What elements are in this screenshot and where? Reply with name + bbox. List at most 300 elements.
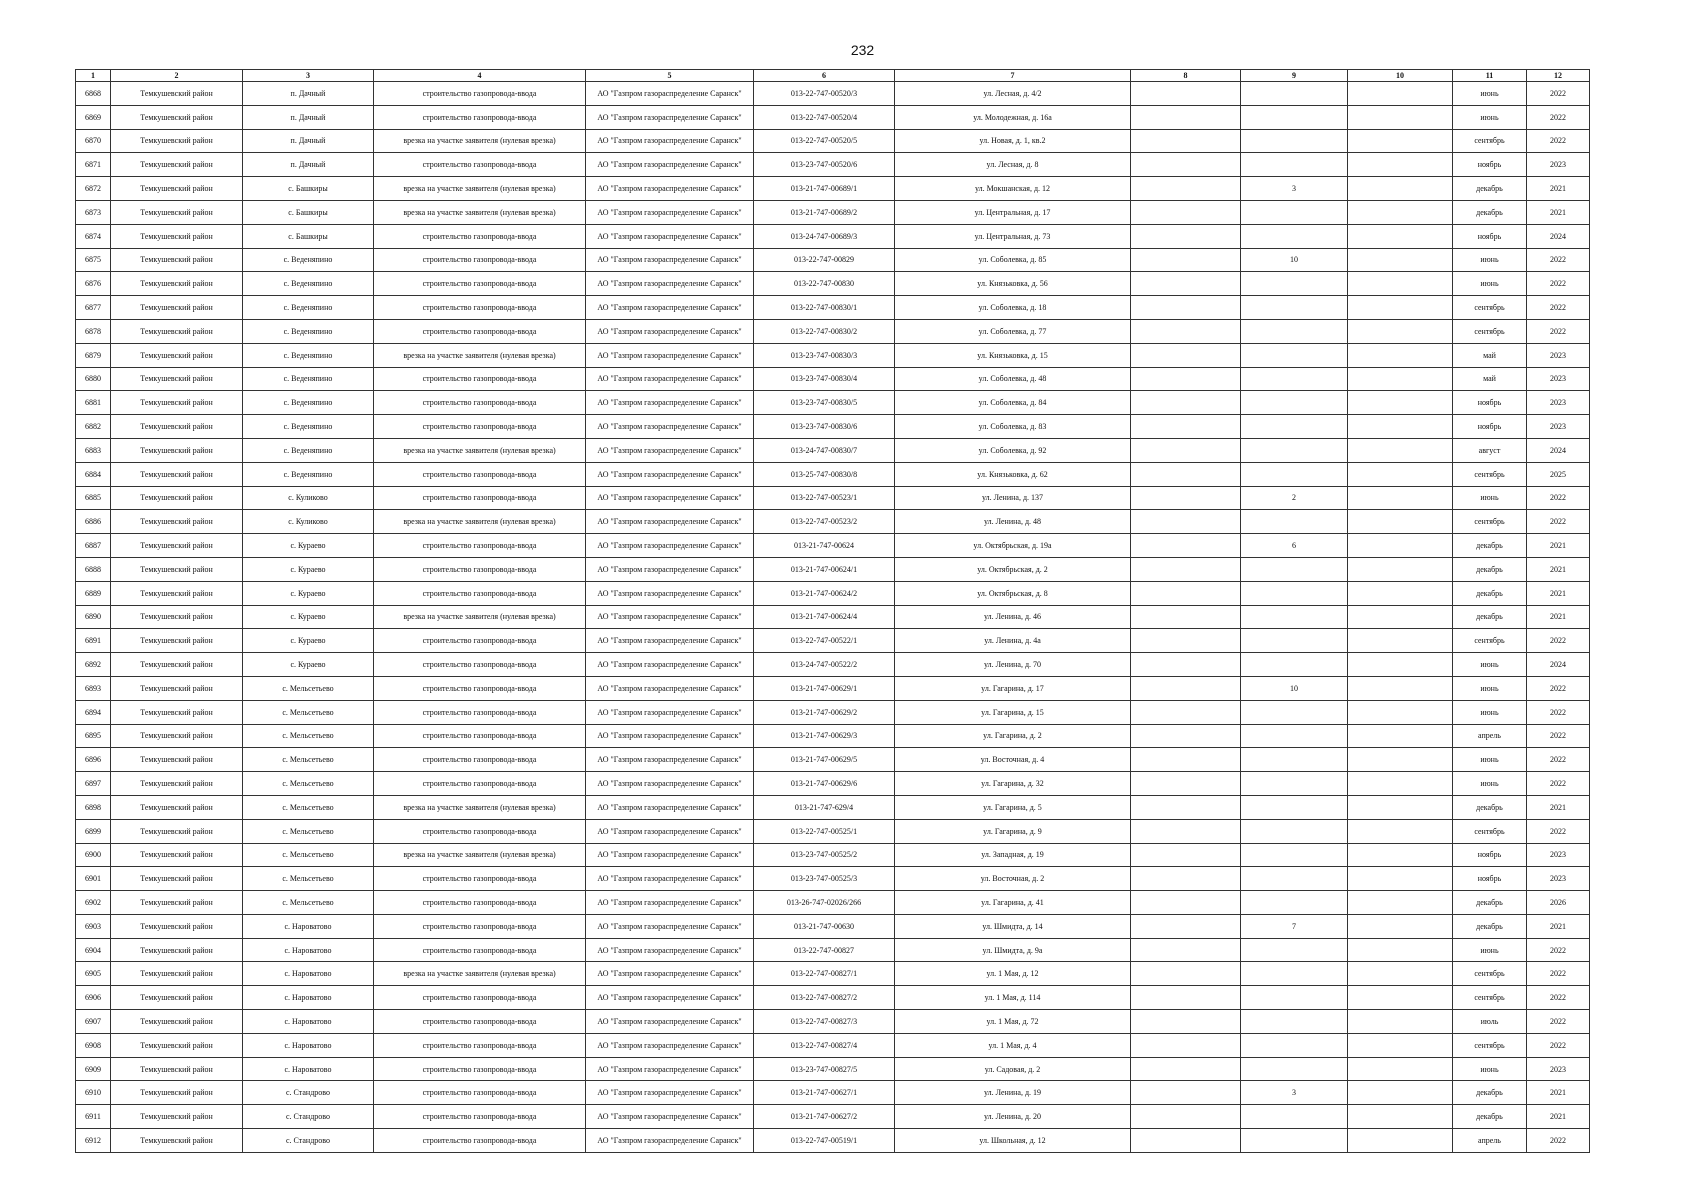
table-cell-col-5: АО "Газпром газораспределение Саранск" <box>586 248 754 272</box>
table-cell-col-10 <box>1348 319 1453 343</box>
table-cell-col-10 <box>1348 843 1453 867</box>
table-cell-col-11: сентябрь <box>1453 962 1527 986</box>
table-cell-col-3: с. Веденяпино <box>243 415 374 439</box>
table-cell-col-8 <box>1131 891 1241 915</box>
table-row <box>76 391 1590 415</box>
table-cell-col-7: ул. Князьковка, д. 56 <box>895 272 1131 296</box>
table-cell-col-9 <box>1241 843 1348 867</box>
table-cell-col-5: АО "Газпром газораспределение Саранск" <box>586 891 754 915</box>
table-cell-col-2: Темкушевский район <box>111 534 243 558</box>
table-cell-col-9 <box>1241 962 1348 986</box>
table-cell-col-10 <box>1348 1129 1453 1153</box>
table-cell-col-8 <box>1131 914 1241 938</box>
table-cell-col-12: 2023 <box>1527 343 1590 367</box>
table-cell-col-10 <box>1348 1105 1453 1129</box>
table-row <box>76 891 1590 915</box>
table-cell-col-10 <box>1348 605 1453 629</box>
table-cell-col-10 <box>1348 534 1453 558</box>
table-row <box>76 1105 1590 1129</box>
table-cell-col-9 <box>1241 224 1348 248</box>
table-cell-col-8 <box>1131 248 1241 272</box>
table-cell-col-9 <box>1241 272 1348 296</box>
table-cell-col-4: строительство газопровода-ввода <box>374 272 586 296</box>
table-cell-col-2: Темкушевский район <box>111 653 243 677</box>
table-row <box>76 867 1590 891</box>
table-cell-col-9 <box>1241 391 1348 415</box>
table-cell-col-9: 3 <box>1241 177 1348 201</box>
table-cell-col-7: ул. Мокшанская, д. 12 <box>895 177 1131 201</box>
table-cell-col-8 <box>1131 581 1241 605</box>
table-cell-col-5: АО "Газпром газораспределение Саранск" <box>586 676 754 700</box>
table-cell-col-7: ул. Новая, д. 1, кв.2 <box>895 129 1131 153</box>
table-cell-col-9 <box>1241 605 1348 629</box>
table-cell-col-1: 6894 <box>76 700 111 724</box>
table-cell-col-3: с. Мельсетьево <box>243 819 374 843</box>
table-cell-col-6: 013-22-747-00827/4 <box>754 1033 895 1057</box>
table-cell-col-9: 6 <box>1241 534 1348 558</box>
table-cell-col-7: ул. Соболевка, д. 77 <box>895 319 1131 343</box>
table-cell-col-7: ул. Соболевка, д. 18 <box>895 296 1131 320</box>
table-cell-col-7: ул. Ленина, д. 48 <box>895 510 1131 534</box>
table-cell-col-7: ул. Садовая, д. 2 <box>895 1057 1131 1081</box>
table-cell-col-3: с. Веденяпино <box>243 319 374 343</box>
table-cell-col-10 <box>1348 748 1453 772</box>
table-row <box>76 200 1590 224</box>
table-cell-col-8 <box>1131 129 1241 153</box>
table-cell-col-10 <box>1348 724 1453 748</box>
table-cell-col-5: АО "Газпром газораспределение Саранск" <box>586 605 754 629</box>
table-cell-col-11: июнь <box>1453 938 1527 962</box>
table-cell-col-9 <box>1241 724 1348 748</box>
table-cell-col-3: с. Башкиры <box>243 177 374 201</box>
table-cell-col-1: 6900 <box>76 843 111 867</box>
table-cell-col-10 <box>1348 248 1453 272</box>
table-cell-col-8 <box>1131 557 1241 581</box>
table-cell-col-3: с. Кураево <box>243 605 374 629</box>
table-cell-col-10 <box>1348 153 1453 177</box>
table-cell-col-3: с. Кураево <box>243 629 374 653</box>
table-cell-col-2: Темкушевский район <box>111 510 243 534</box>
table-cell-col-6: 013-24-747-00830/7 <box>754 438 895 462</box>
table-cell-col-6: 013-23-747-00830/6 <box>754 415 895 439</box>
table-cell-col-6: 013-22-747-00522/1 <box>754 629 895 653</box>
table-cell-col-9 <box>1241 629 1348 653</box>
table-cell-col-1: 6892 <box>76 653 111 677</box>
table-cell-col-3: с. Мельсетьево <box>243 748 374 772</box>
table-cell-col-4: строительство газопровода-ввода <box>374 1010 586 1034</box>
table-cell-col-1: 6871 <box>76 153 111 177</box>
table-cell-col-3: с. Веденяпино <box>243 391 374 415</box>
table-cell-col-9 <box>1241 438 1348 462</box>
table-cell-col-1: 6870 <box>76 129 111 153</box>
table-cell-col-10 <box>1348 700 1453 724</box>
table-row <box>76 938 1590 962</box>
table-cell-col-4: врезка на участке заявителя (нулевая врезка) <box>374 510 586 534</box>
table-cell-col-5: АО "Газпром газораспределение Саранск" <box>586 177 754 201</box>
table-cell-col-4: строительство газопровода-ввода <box>374 914 586 938</box>
table-cell-col-8 <box>1131 676 1241 700</box>
table-cell-col-2: Темкушевский район <box>111 772 243 796</box>
table-cell-col-12: 2024 <box>1527 653 1590 677</box>
table-cell-col-3: с. Кураево <box>243 581 374 605</box>
table-cell-col-4: врезка на участке заявителя (нулевая врезка) <box>374 200 586 224</box>
table-cell-col-9 <box>1241 653 1348 677</box>
table-cell-col-9 <box>1241 82 1348 106</box>
table-cell-col-10 <box>1348 296 1453 320</box>
table-cell-col-7: ул. Гагарина, д. 9 <box>895 819 1131 843</box>
table-cell-col-8 <box>1131 1081 1241 1105</box>
table-cell-col-11: июль <box>1453 1010 1527 1034</box>
table-cell-col-12: 2021 <box>1527 200 1590 224</box>
table-cell-col-10 <box>1348 1081 1453 1105</box>
table-cell-col-4: строительство газопровода-ввода <box>374 105 586 129</box>
table-cell-col-7: ул. Гагарина, д. 32 <box>895 772 1131 796</box>
table-cell-col-9 <box>1241 153 1348 177</box>
table-cell-col-3: с. Стандрово <box>243 1105 374 1129</box>
table-row <box>76 629 1590 653</box>
table-cell-col-1: 6909 <box>76 1057 111 1081</box>
table-cell-col-7: ул. Князьковка, д. 15 <box>895 343 1131 367</box>
table-cell-col-1: 6869 <box>76 105 111 129</box>
table-cell-col-11: декабрь <box>1453 891 1527 915</box>
table-cell-col-4: строительство газопровода-ввода <box>374 629 586 653</box>
table-cell-col-8 <box>1131 1105 1241 1129</box>
table-cell-col-6: 013-21-747-00629/5 <box>754 748 895 772</box>
table-cell-col-3: п. Дачный <box>243 105 374 129</box>
table-cell-col-12: 2021 <box>1527 534 1590 558</box>
table-cell-col-7: ул. Гагарина, д. 15 <box>895 700 1131 724</box>
table-cell-col-5: АО "Газпром газораспределение Саранск" <box>586 200 754 224</box>
table-cell-col-2: Темкушевский район <box>111 700 243 724</box>
table-cell-col-12: 2022 <box>1527 676 1590 700</box>
table-cell-col-4: врезка на участке заявителя (нулевая врезка) <box>374 605 586 629</box>
table-cell-col-10 <box>1348 867 1453 891</box>
table-cell-col-8 <box>1131 153 1241 177</box>
table-cell-col-11: сентябрь <box>1453 1033 1527 1057</box>
table-cell-col-1: 6903 <box>76 914 111 938</box>
table-cell-col-2: Темкушевский район <box>111 296 243 320</box>
table-cell-col-6: 013-21-747-00689/1 <box>754 177 895 201</box>
table-cell-col-1: 6895 <box>76 724 111 748</box>
table-cell-col-1: 6906 <box>76 986 111 1010</box>
table-cell-col-9 <box>1241 200 1348 224</box>
table-cell-col-3: п. Дачный <box>243 129 374 153</box>
table-cell-col-12: 2022 <box>1527 1129 1590 1153</box>
table-cell-col-1: 6902 <box>76 891 111 915</box>
table-cell-col-5: АО "Газпром газораспределение Саранск" <box>586 1129 754 1153</box>
table-cell-col-12: 2022 <box>1527 700 1590 724</box>
table-cell-col-12: 2022 <box>1527 772 1590 796</box>
table-cell-col-4: строительство газопровода-ввода <box>374 82 586 106</box>
table-cell-col-7: ул. Гагарина, д. 5 <box>895 795 1131 819</box>
table-cell-col-8 <box>1131 415 1241 439</box>
table-cell-col-8 <box>1131 772 1241 796</box>
table-cell-col-12: 2022 <box>1527 986 1590 1010</box>
table-cell-col-6: 013-23-747-00827/5 <box>754 1057 895 1081</box>
table-cell-col-3: с. Стандрово <box>243 1081 374 1105</box>
table-cell-col-11: июнь <box>1453 105 1527 129</box>
table-cell-col-6: 013-21-747-00630 <box>754 914 895 938</box>
table-cell-col-2: Темкушевский район <box>111 1010 243 1034</box>
table-cell-col-5: АО "Газпром газораспределение Саранск" <box>586 296 754 320</box>
table-cell-col-8 <box>1131 510 1241 534</box>
table-cell-col-5: АО "Газпром газораспределение Саранск" <box>586 748 754 772</box>
table-cell-col-3: п. Дачный <box>243 82 374 106</box>
table-cell-col-5: АО "Газпром газораспределение Саранск" <box>586 82 754 106</box>
table-cell-col-12: 2022 <box>1527 938 1590 962</box>
table-cell-col-12: 2024 <box>1527 438 1590 462</box>
table-cell-col-6: 013-22-747-00520/4 <box>754 105 895 129</box>
table-cell-col-9 <box>1241 1057 1348 1081</box>
table-cell-col-7: ул. Западная, д. 19 <box>895 843 1131 867</box>
table-cell-col-2: Темкушевский район <box>111 1105 243 1129</box>
table-cell-col-5: АО "Газпром газораспределение Саранск" <box>586 415 754 439</box>
table-cell-col-7: ул. Гагарина, д. 41 <box>895 891 1131 915</box>
table-cell-col-9: 7 <box>1241 914 1348 938</box>
column-header-1: 1 <box>76 70 111 82</box>
table-cell-col-5: АО "Газпром газораспределение Саранск" <box>586 391 754 415</box>
table-cell-col-1: 6878 <box>76 319 111 343</box>
table-cell-col-4: строительство газопровода-ввода <box>374 1081 586 1105</box>
table-cell-col-7: ул. Ленина, д. 4а <box>895 629 1131 653</box>
table-cell-col-3: с. Куликово <box>243 486 374 510</box>
table-cell-col-2: Темкушевский район <box>111 1129 243 1153</box>
table-cell-col-2: Темкушевский район <box>111 1057 243 1081</box>
table-cell-col-7: ул. Соболевка, д. 92 <box>895 438 1131 462</box>
table-cell-col-10 <box>1348 914 1453 938</box>
table-cell-col-12: 2023 <box>1527 843 1590 867</box>
table-cell-col-12: 2022 <box>1527 105 1590 129</box>
table-cell-col-9 <box>1241 700 1348 724</box>
table-cell-col-12: 2022 <box>1527 319 1590 343</box>
table-cell-col-10 <box>1348 772 1453 796</box>
table-cell-col-8 <box>1131 653 1241 677</box>
table-cell-col-2: Темкушевский район <box>111 105 243 129</box>
table-cell-col-4: строительство газопровода-ввода <box>374 224 586 248</box>
table-cell-col-7: ул. Соболевка, д. 85 <box>895 248 1131 272</box>
table-cell-col-4: строительство газопровода-ввода <box>374 391 586 415</box>
table-cell-col-8 <box>1131 795 1241 819</box>
table-cell-col-3: с. Веденяпино <box>243 343 374 367</box>
table-cell-col-9: 10 <box>1241 676 1348 700</box>
table-cell-col-4: строительство газопровода-ввода <box>374 153 586 177</box>
table-cell-col-12: 2022 <box>1527 1010 1590 1034</box>
table-cell-col-1: 6872 <box>76 177 111 201</box>
table-cell-col-7: ул. Ленина, д. 20 <box>895 1105 1131 1129</box>
table-cell-col-2: Темкушевский район <box>111 795 243 819</box>
table-cell-col-2: Темкушевский район <box>111 177 243 201</box>
table-row <box>76 319 1590 343</box>
table-cell-col-5: АО "Газпром газораспределение Саранск" <box>586 153 754 177</box>
table-cell-col-8 <box>1131 867 1241 891</box>
table-cell-col-3: с. Мельсетьево <box>243 867 374 891</box>
table-cell-col-4: строительство газопровода-ввода <box>374 248 586 272</box>
table-cell-col-1: 6868 <box>76 82 111 106</box>
table-cell-col-9 <box>1241 462 1348 486</box>
table-cell-col-12: 2025 <box>1527 462 1590 486</box>
table-cell-col-5: АО "Газпром газораспределение Саранск" <box>586 1081 754 1105</box>
table-cell-col-4: врезка на участке заявителя (нулевая врезка) <box>374 177 586 201</box>
table-cell-col-7: ул. Октябрьская, д. 19а <box>895 534 1131 558</box>
table-cell-col-1: 6887 <box>76 534 111 558</box>
table-cell-col-8 <box>1131 938 1241 962</box>
table-cell-col-7: ул. Ленина, д. 19 <box>895 1081 1131 1105</box>
table-cell-col-3: с. Нароватово <box>243 986 374 1010</box>
table-cell-col-1: 6883 <box>76 438 111 462</box>
table-cell-col-3: с. Веденяпино <box>243 272 374 296</box>
table-row <box>76 724 1590 748</box>
table-cell-col-8 <box>1131 819 1241 843</box>
table-cell-col-7: ул. Шмидта, д. 9а <box>895 938 1131 962</box>
table-cell-col-1: 6876 <box>76 272 111 296</box>
table-cell-col-2: Темкушевский район <box>111 319 243 343</box>
table-cell-col-11: ноябрь <box>1453 415 1527 439</box>
table-cell-col-10 <box>1348 224 1453 248</box>
table-cell-col-12: 2022 <box>1527 486 1590 510</box>
table-row <box>76 1081 1590 1105</box>
table-cell-col-6: 013-21-747-629/4 <box>754 795 895 819</box>
table-cell-col-3: с. Кураево <box>243 653 374 677</box>
table-cell-col-5: АО "Газпром газораспределение Саранск" <box>586 486 754 510</box>
table-cell-col-1: 6890 <box>76 605 111 629</box>
table-cell-col-8 <box>1131 843 1241 867</box>
table-cell-col-12: 2022 <box>1527 629 1590 653</box>
table-cell-col-10 <box>1348 343 1453 367</box>
table-cell-col-7: ул. 1 Мая, д. 114 <box>895 986 1131 1010</box>
table-cell-col-5: АО "Газпром газораспределение Саранск" <box>586 581 754 605</box>
table-row <box>76 986 1590 1010</box>
table-cell-col-2: Темкушевский район <box>111 343 243 367</box>
table-cell-col-11: июнь <box>1453 272 1527 296</box>
table-cell-col-10 <box>1348 962 1453 986</box>
table-row <box>76 914 1590 938</box>
table-cell-col-5: АО "Газпром газораспределение Саранск" <box>586 1057 754 1081</box>
table-cell-col-1: 6886 <box>76 510 111 534</box>
table-cell-col-7: ул. Молодежная, д. 16а <box>895 105 1131 129</box>
table-cell-col-2: Темкушевский район <box>111 962 243 986</box>
table-cell-col-8 <box>1131 343 1241 367</box>
table-row <box>76 510 1590 534</box>
table-cell-col-5: АО "Газпром газораспределение Саранск" <box>586 224 754 248</box>
table-cell-col-6: 013-22-747-00830 <box>754 272 895 296</box>
table-cell-col-12: 2022 <box>1527 819 1590 843</box>
table-cell-col-2: Темкушевский район <box>111 367 243 391</box>
table-cell-col-4: врезка на участке заявителя (нулевая врезка) <box>374 962 586 986</box>
table-cell-col-9 <box>1241 748 1348 772</box>
table-header-row <box>76 70 1590 82</box>
table-cell-col-5: АО "Газпром газораспределение Саранск" <box>586 1105 754 1129</box>
table-cell-col-3: с. Нароватово <box>243 938 374 962</box>
table-cell-col-1: 6893 <box>76 676 111 700</box>
table-cell-col-6: 013-21-747-00629/2 <box>754 700 895 724</box>
table-cell-col-5: АО "Газпром газораспределение Саранск" <box>586 319 754 343</box>
table-cell-col-5: АО "Газпром газораспределение Саранск" <box>586 438 754 462</box>
table-cell-col-6: 013-23-747-00830/5 <box>754 391 895 415</box>
table-cell-col-9 <box>1241 772 1348 796</box>
table-cell-col-7: ул. Восточная, д. 4 <box>895 748 1131 772</box>
table-cell-col-9 <box>1241 343 1348 367</box>
table-row <box>76 82 1590 106</box>
table-row <box>76 653 1590 677</box>
table-cell-col-4: строительство газопровода-ввода <box>374 867 586 891</box>
table-cell-col-3: с. Мельсетьево <box>243 891 374 915</box>
table-row <box>76 105 1590 129</box>
table-cell-col-4: строительство газопровода-ввода <box>374 1057 586 1081</box>
table-cell-col-2: Темкушевский район <box>111 248 243 272</box>
table-cell-col-6: 013-22-747-00520/3 <box>754 82 895 106</box>
table-cell-col-3: с. Нароватово <box>243 1010 374 1034</box>
table-cell-col-3: с. Мельсетьево <box>243 700 374 724</box>
table-cell-col-3: с. Нароватово <box>243 1033 374 1057</box>
table-row <box>76 367 1590 391</box>
table-cell-col-12: 2024 <box>1527 224 1590 248</box>
table-cell-col-12: 2022 <box>1527 248 1590 272</box>
table-cell-col-6: 013-25-747-00830/8 <box>754 462 895 486</box>
table-cell-col-5: АО "Газпром газораспределение Саранск" <box>586 724 754 748</box>
table-cell-col-1: 6901 <box>76 867 111 891</box>
table-cell-col-12: 2022 <box>1527 724 1590 748</box>
table-cell-col-7: ул. Ленина, д. 70 <box>895 653 1131 677</box>
table-cell-col-10 <box>1348 1010 1453 1034</box>
table-cell-col-12: 2022 <box>1527 272 1590 296</box>
table-cell-col-7: ул. Лесная, д. 8 <box>895 153 1131 177</box>
column-header-3: 3 <box>243 70 374 82</box>
table-cell-col-3: с. Веденяпино <box>243 438 374 462</box>
table-cell-col-5: АО "Газпром газораспределение Саранск" <box>586 462 754 486</box>
table-cell-col-7: ул. Соболевка, д. 84 <box>895 391 1131 415</box>
table-cell-col-8 <box>1131 200 1241 224</box>
table-cell-col-7: ул. Центральная, д. 73 <box>895 224 1131 248</box>
table-cell-col-9 <box>1241 891 1348 915</box>
table-row <box>76 819 1590 843</box>
table-cell-col-8 <box>1131 105 1241 129</box>
table-cell-col-4: врезка на участке заявителя (нулевая врезка) <box>374 843 586 867</box>
table-cell-col-1: 6875 <box>76 248 111 272</box>
table-cell-col-6: 013-23-747-00525/3 <box>754 867 895 891</box>
table-cell-col-12: 2021 <box>1527 914 1590 938</box>
table-cell-col-6: 013-21-747-00689/2 <box>754 200 895 224</box>
table-cell-col-5: АО "Газпром газораспределение Саранск" <box>586 962 754 986</box>
table-cell-col-1: 6911 <box>76 1105 111 1129</box>
table-cell-col-6: 013-22-747-00525/1 <box>754 819 895 843</box>
table-cell-col-7: ул. Шмидта, д. 14 <box>895 914 1131 938</box>
table-cell-col-10 <box>1348 1033 1453 1057</box>
table-cell-col-9 <box>1241 819 1348 843</box>
table-cell-col-5: АО "Газпром газораспределение Саранск" <box>586 129 754 153</box>
table-row <box>76 224 1590 248</box>
table-cell-col-6: 013-24-747-00689/3 <box>754 224 895 248</box>
table-cell-col-12: 2023 <box>1527 1057 1590 1081</box>
table-cell-col-1: 6879 <box>76 343 111 367</box>
table-cell-col-12: 2023 <box>1527 153 1590 177</box>
table-row <box>76 1057 1590 1081</box>
table-cell-col-11: июнь <box>1453 748 1527 772</box>
table-cell-col-11: декабрь <box>1453 1081 1527 1105</box>
table-cell-col-12: 2021 <box>1527 557 1590 581</box>
table-cell-col-11: апрель <box>1453 724 1527 748</box>
table-cell-col-2: Темкушевский район <box>111 129 243 153</box>
table-cell-col-12: 2026 <box>1527 891 1590 915</box>
table-cell-col-12: 2023 <box>1527 867 1590 891</box>
table-cell-col-3: с. Мельсетьево <box>243 843 374 867</box>
table-cell-col-6: 013-21-747-00629/1 <box>754 676 895 700</box>
table-cell-col-8 <box>1131 319 1241 343</box>
table-cell-col-11: май <box>1453 367 1527 391</box>
table-row <box>76 248 1590 272</box>
table-row <box>76 534 1590 558</box>
table-row <box>76 486 1590 510</box>
table-cell-col-8 <box>1131 534 1241 558</box>
